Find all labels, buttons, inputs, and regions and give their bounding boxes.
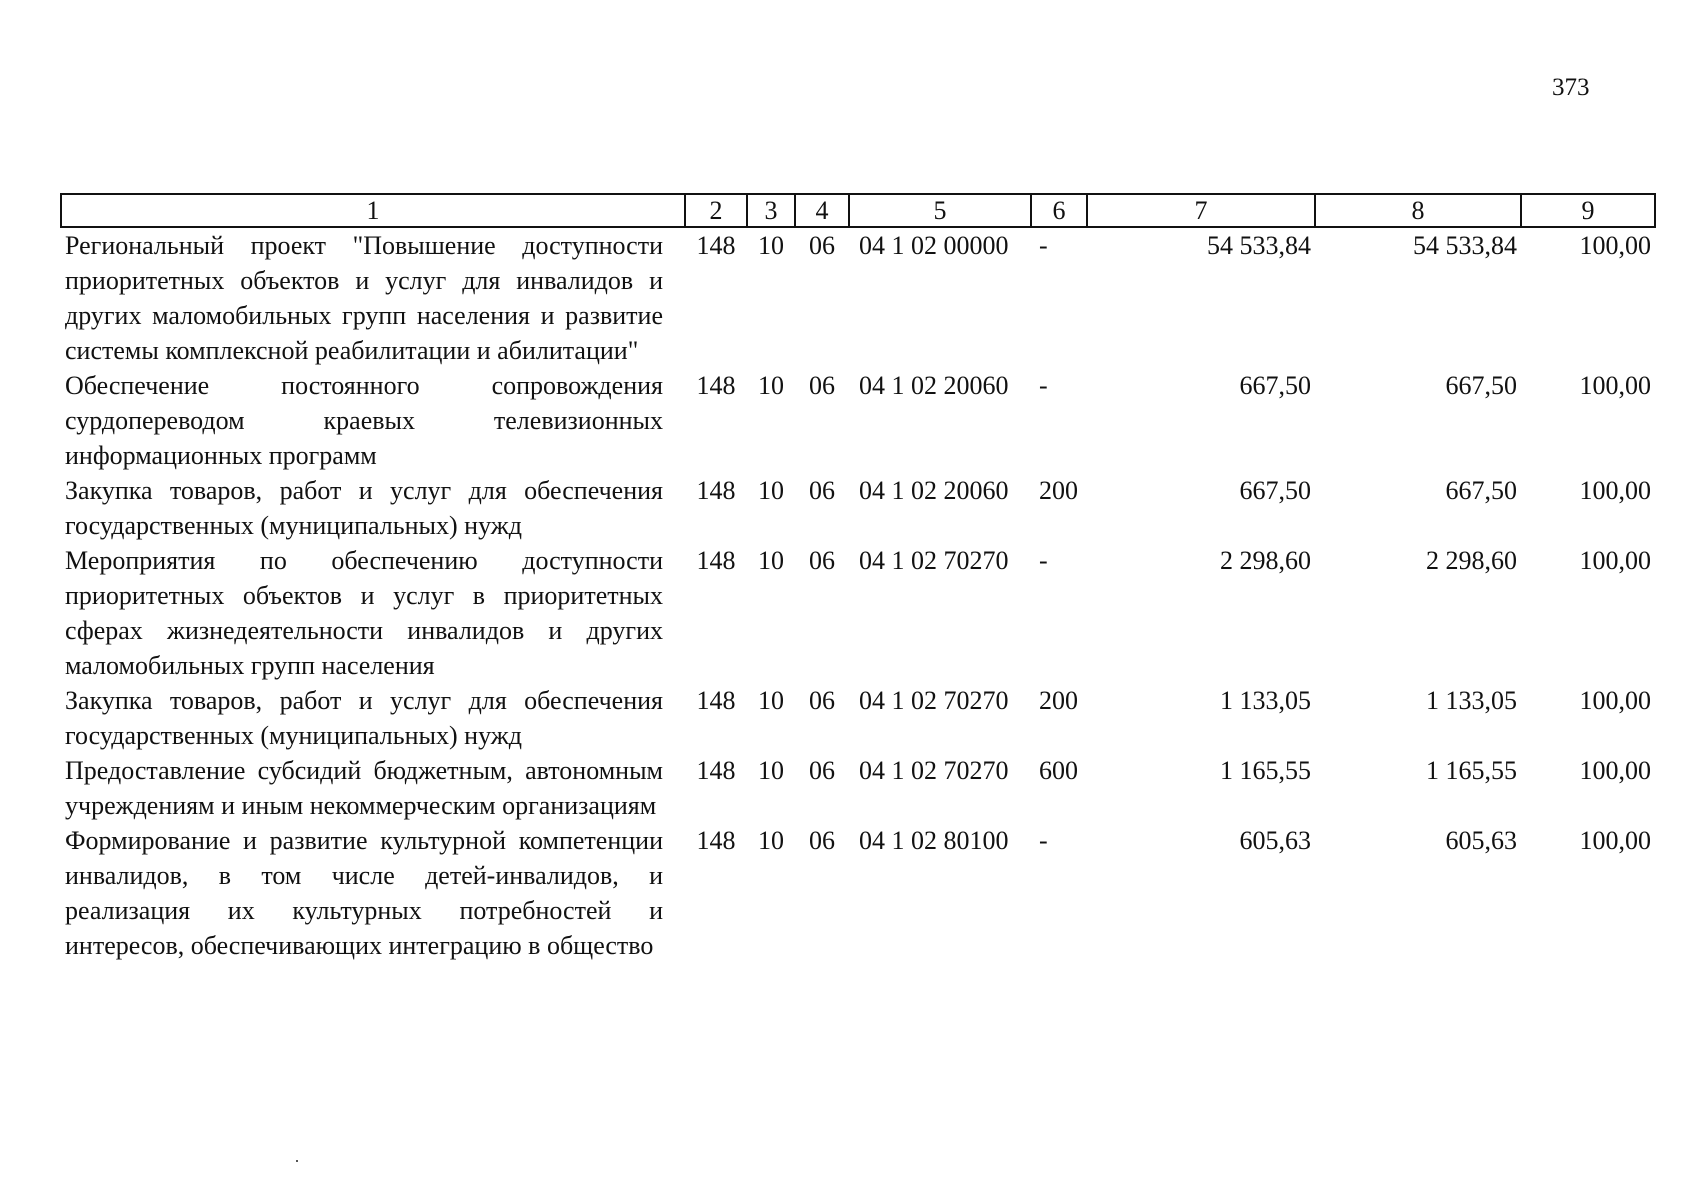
row-grbs: 148	[696, 546, 736, 575]
row-plan: 605,63	[1239, 826, 1311, 855]
row-vr: -	[1039, 371, 1048, 400]
row-rz: 10	[758, 371, 784, 400]
table-row	[61, 227, 1655, 368]
table-row	[61, 543, 1655, 683]
row-vr: 200	[1039, 476, 1078, 505]
table-row	[61, 473, 1655, 543]
row-csr: 04 1 02 20060	[859, 476, 1009, 505]
header-col-7: 7	[1087, 194, 1315, 227]
row-pr: 06	[809, 476, 835, 505]
row-name: Региональный проект "Повышение доступности приоритетных объектов и услуг для инвалидов и других маломобильных групп населения и развитие системы комплексной реабилитации и абилитации"	[65, 231, 663, 365]
table-row	[61, 823, 1655, 963]
row-rz: 10	[758, 826, 784, 855]
row-grbs: 148	[696, 826, 736, 855]
row-grbs: 148	[696, 371, 736, 400]
row-fact: 1 165,55	[1426, 756, 1517, 785]
row-name: Мероприятия по обеспечению доступности приоритетных объектов и услуг в приоритетных сферах жизнедеятельности инвалидов и других маломобильных групп населения	[65, 546, 663, 680]
row-percent: 100,00	[1579, 546, 1651, 575]
row-pr: 06	[809, 686, 835, 715]
row-vr: 600	[1039, 756, 1078, 785]
row-pr: 06	[809, 546, 835, 575]
row-plan: 667,50	[1239, 371, 1311, 400]
header-col-5: 5	[849, 194, 1031, 227]
row-pr: 06	[809, 371, 835, 400]
row-name: Предоставление субсидий бюджетным, автономным учреждениям и иным некоммерческим организациям	[65, 756, 663, 820]
row-grbs: 148	[696, 686, 736, 715]
row-fact: 667,50	[1445, 371, 1517, 400]
budget-table	[60, 193, 1656, 963]
table-row	[61, 368, 1655, 473]
row-fact: 2 298,60	[1426, 546, 1517, 575]
row-csr: 04 1 02 70270	[859, 546, 1009, 575]
row-grbs: 148	[696, 476, 736, 505]
row-rz: 10	[758, 476, 784, 505]
row-grbs: 148	[696, 231, 736, 260]
row-name: Обеспечение постоянного сопровождения сурдопереводом краевых телевизионных информационных программ	[65, 371, 663, 470]
header-col-9: 9	[1521, 194, 1655, 227]
row-plan: 667,50	[1239, 476, 1311, 505]
row-rz: 10	[758, 231, 784, 260]
row-pr: 06	[809, 756, 835, 785]
table-row	[61, 753, 1655, 823]
header-col-8: 8	[1315, 194, 1521, 227]
row-csr: 04 1 02 00000	[859, 231, 1009, 260]
row-name: Закупка товаров, работ и услуг для обеспечения государственных (муниципальных) нужд	[65, 476, 663, 540]
row-vr: -	[1039, 231, 1048, 260]
header-col-4: 4	[795, 194, 849, 227]
scan-dot	[296, 1160, 298, 1162]
table-row	[61, 683, 1655, 753]
row-vr: -	[1039, 826, 1048, 855]
row-rz: 10	[758, 686, 784, 715]
row-name: Закупка товаров, работ и услуг для обеспечения государственных (муниципальных) нужд	[65, 686, 663, 750]
table-header-row	[61, 194, 1655, 227]
row-plan: 54 533,84	[1207, 231, 1311, 260]
row-pr: 06	[809, 826, 835, 855]
row-vr: 200	[1039, 686, 1078, 715]
row-plan: 1 165,55	[1220, 756, 1311, 785]
row-plan: 1 133,05	[1220, 686, 1311, 715]
row-fact: 605,63	[1445, 826, 1517, 855]
row-fact: 54 533,84	[1413, 231, 1517, 260]
row-plan: 2 298,60	[1220, 546, 1311, 575]
row-csr: 04 1 02 70270	[859, 756, 1009, 785]
row-fact: 1 133,05	[1426, 686, 1517, 715]
row-percent: 100,00	[1579, 756, 1651, 785]
row-rz: 10	[758, 546, 784, 575]
row-rz: 10	[758, 756, 784, 785]
header-col-3: 3	[747, 194, 795, 227]
row-percent: 100,00	[1579, 686, 1651, 715]
row-percent: 100,00	[1579, 476, 1651, 505]
row-percent: 100,00	[1579, 371, 1651, 400]
row-csr: 04 1 02 80100	[859, 826, 1009, 855]
header-col-2: 2	[685, 194, 747, 227]
row-grbs: 148	[696, 756, 736, 785]
header-col-1: 1	[61, 194, 685, 227]
row-percent: 100,00	[1579, 231, 1651, 260]
row-csr: 04 1 02 20060	[859, 371, 1009, 400]
row-pr: 06	[809, 231, 835, 260]
row-vr: -	[1039, 546, 1048, 575]
row-fact: 667,50	[1445, 476, 1517, 505]
row-percent: 100,00	[1579, 826, 1651, 855]
page-number: 373	[1552, 74, 1590, 101]
row-name: Формирование и развитие культурной компетенции инвалидов, в том числе детей-инвалидов, и реализация их культурных потребностей и интересов, обеспечивающих интеграцию в общество	[65, 826, 663, 960]
row-csr: 04 1 02 70270	[859, 686, 1009, 715]
header-col-6: 6	[1031, 194, 1087, 227]
